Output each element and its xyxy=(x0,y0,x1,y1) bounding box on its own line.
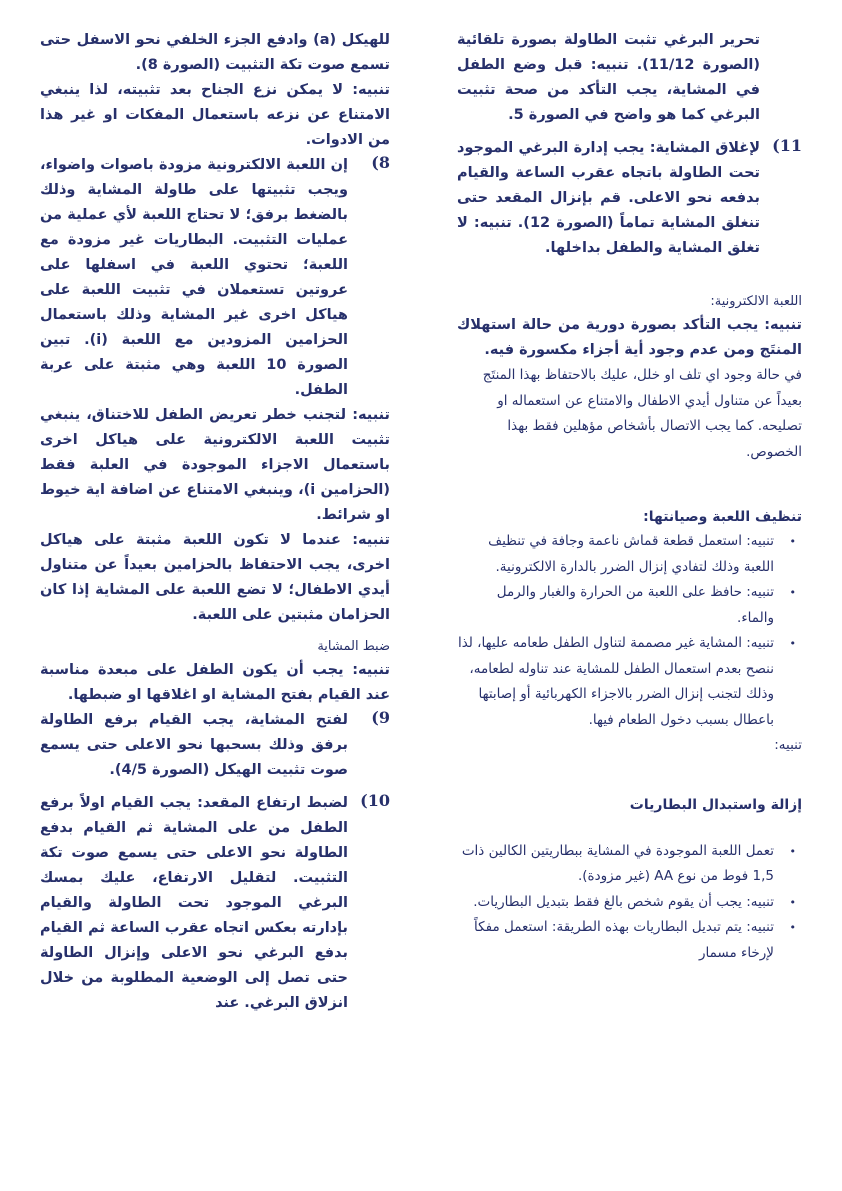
item-number: 8) xyxy=(371,153,390,172)
strangulation-warning: تنبيه: لتجنب خطر تعريض الطفل للاختناق، ينبغي تثبيت اللعبة الالكترونية على هياكل اخرى باستعمال الاجزاء الموجودة في العلبة فقط (الحزامين i)، وينبغي الامتناع عن اضافة اية خيوط او شرائط. xyxy=(40,407,390,523)
item-number: 11) xyxy=(772,136,802,155)
instruction-item-10 xyxy=(40,791,390,1016)
adjust-walker-title: ضبط المشاية xyxy=(317,639,390,654)
bullet-icon: • xyxy=(789,895,796,909)
item-10-continuation-text: تحرير البرغي تثبت الطاولة بصورة تلقائية (الصورة 11/12). تنبيه: قبل وضع الطفل في المشاية، يجب التأكد من صحة تثبيت البرغي كما هو واضح في الصورة 5. xyxy=(457,32,760,123)
adjust-warning: تنبيه: يجب أن يكون الطفل على مبعدة مناسبة عند القيام بفتح المشاية او اغلاقها او ضبطها. xyxy=(40,662,390,703)
cleaning-trailing-label: تنبيه: xyxy=(774,737,802,753)
item-number: 10) xyxy=(360,791,390,810)
right-column xyxy=(457,28,802,966)
toy-warning-bold: تنبيه: يجب التأكد بصورة دورية من حالة استهلاك المنتَج ومن عدم وجود أية أجزاء مكسورة فيه. xyxy=(457,317,802,358)
item-text: لضبط ارتفاع المقعد: يجب القيام اولاً برفع الطفل من على المشاية ثم القيام بدفع الطاولة نحو الاعلى حتى يسمع صوت تكة التثبيت. لتقليل الارتفاع، عليك بمسك البرغي الموجود تحت الطاولة والقيام بإدارته بعكس اتجاه عقرب الساعة ثم القيام بدفع البرغي نحو الاعلى وإنزال الطاولة حتى تصل إلى الوضعية المطلوبة من خلال انزلاق البرغي. عند xyxy=(40,795,348,1011)
list-item: • تنبيه: يجب أن يقوم شخص بالغ فقط بتبديل البطاريات. xyxy=(457,890,802,916)
item-text: لإغلاق المشاية: يجب إدارة البرغي الموجود تحت الطاولة باتجاه عقرب الساعة والقيام بدفعه نحو الاعلى. قم بإنزال المقعد حتى تنغلق المشاية تماماً (الصورة 12). تنبيه: لا تغلق المشاية والطفل بداخلها. xyxy=(457,140,760,256)
straps-warning: تنبيه: عندما لا تكون اللعبة مثبتة على هياكل اخرى، يجب الاحتفاظ بالحزامين بعيداً عن متناول أيدي الاطفال؛ لا تضع اللعبة على المشاية إذا كان الحزامان مثبتين على اللعبة. xyxy=(40,532,390,623)
list-item: • تنبيه: المشاية غير مصممة لتناول الطفل طعامه عليها، لذا ننصح بعدم استعمال الطفل للمشاية عند تناوله لطعامه، وذلك لتجنب إنزال الضرر بالاجزاء الكهربائية أو إصابتها باعطال بسبب دخول الطعام فيها. xyxy=(457,631,802,733)
wing-continuation-text: للهيكل (a) وادفع الجزء الخلفي نحو الاسفل حتى تسمع صوت تكة التثبيت (الصورة 8). xyxy=(40,32,390,73)
list-item: • تنبيه: استعمل قطعة قماش ناعمة وجافة في تنظيف اللعبة وذلك لتفادي إنزال الضرر بالدارة الالكترونية. xyxy=(457,529,802,580)
wing-warning: تنبيه: لا يمكن نزع الجناح بعد تثبيته، لذا ينبغي الامتناع عن نزعه باستعمال المفكات او غير هذا من الادوات. xyxy=(40,82,390,148)
left-column xyxy=(40,28,390,1016)
bullet-icon: • xyxy=(789,586,796,599)
bullet-icon: • xyxy=(789,637,796,650)
cleaning-section-title: تنظيف اللعبة وصيانتها: xyxy=(643,509,802,525)
item-continuation xyxy=(457,28,802,128)
bullet-icon: • xyxy=(789,921,796,934)
batteries-list xyxy=(457,839,802,967)
electronic-toy-title: اللعبة الالكترونية: xyxy=(710,294,802,309)
item-text: إن اللعبة الالكترونية مزودة باصوات واضواء، ويجب تثبيتها على طاولة المشاية وذلك بالضغط برفق؛ لا تحتاج اللعبة لأي عملية من عمليات التثبيت. البطاريات غير مزودة مع اللعبة؛ تحتوي اللعبة في اسفلها على عروتين تستعملان في تثبيت اللعبة على هياكل اخرى غير المشاية وذلك باستعمال الحزامين المزودين مع اللعبة (i). تبين الصورة 10 اللعبة وهي مثبتة على عربة الطفل. xyxy=(40,157,348,398)
list-item: • تنبيه: يتم تبديل البطاريات بهذه الطريقة: استعمل مفكاً لإرخاء مسمار xyxy=(457,915,802,966)
instruction-item-8 xyxy=(40,153,390,403)
cleaning-list xyxy=(457,529,802,733)
instruction-item-11 xyxy=(457,136,802,261)
batteries-section-title: إزالة واستبدال البطاريات xyxy=(629,796,802,813)
instruction-item-9 xyxy=(40,708,390,783)
list-item: • تعمل اللعبة الموجودة في المشاية ببطاريتين الكالين ذات 1,5 فوط من نوع AA (غير مزودة). xyxy=(457,839,802,890)
toy-warning-text: في حالة وجود اي تلف او خلل، عليك بالاحتفاظ بهذا المنتَج بعيداً عن متناول أيدي الاطفال والامتناع عن استعماله او تصليحه. كما يجب الاتصال بأشخاص مؤهلين فقط بهذا الخصوص. xyxy=(482,367,802,460)
item-text: لفتح المشاية، يجب القيام برفع الطاولة برفق وذلك بسحبها نحو الاعلى حتى يسمع صوت تثبيت الهيكل (الصورة 4/5). xyxy=(40,712,348,778)
bullet-icon: • xyxy=(789,535,796,548)
bullet-icon: • xyxy=(789,844,796,858)
list-item: • تنبيه: حافظ على اللعبة من الحرارة والغبار والرمل والماء. xyxy=(457,580,802,631)
item-number: 9) xyxy=(371,708,390,727)
